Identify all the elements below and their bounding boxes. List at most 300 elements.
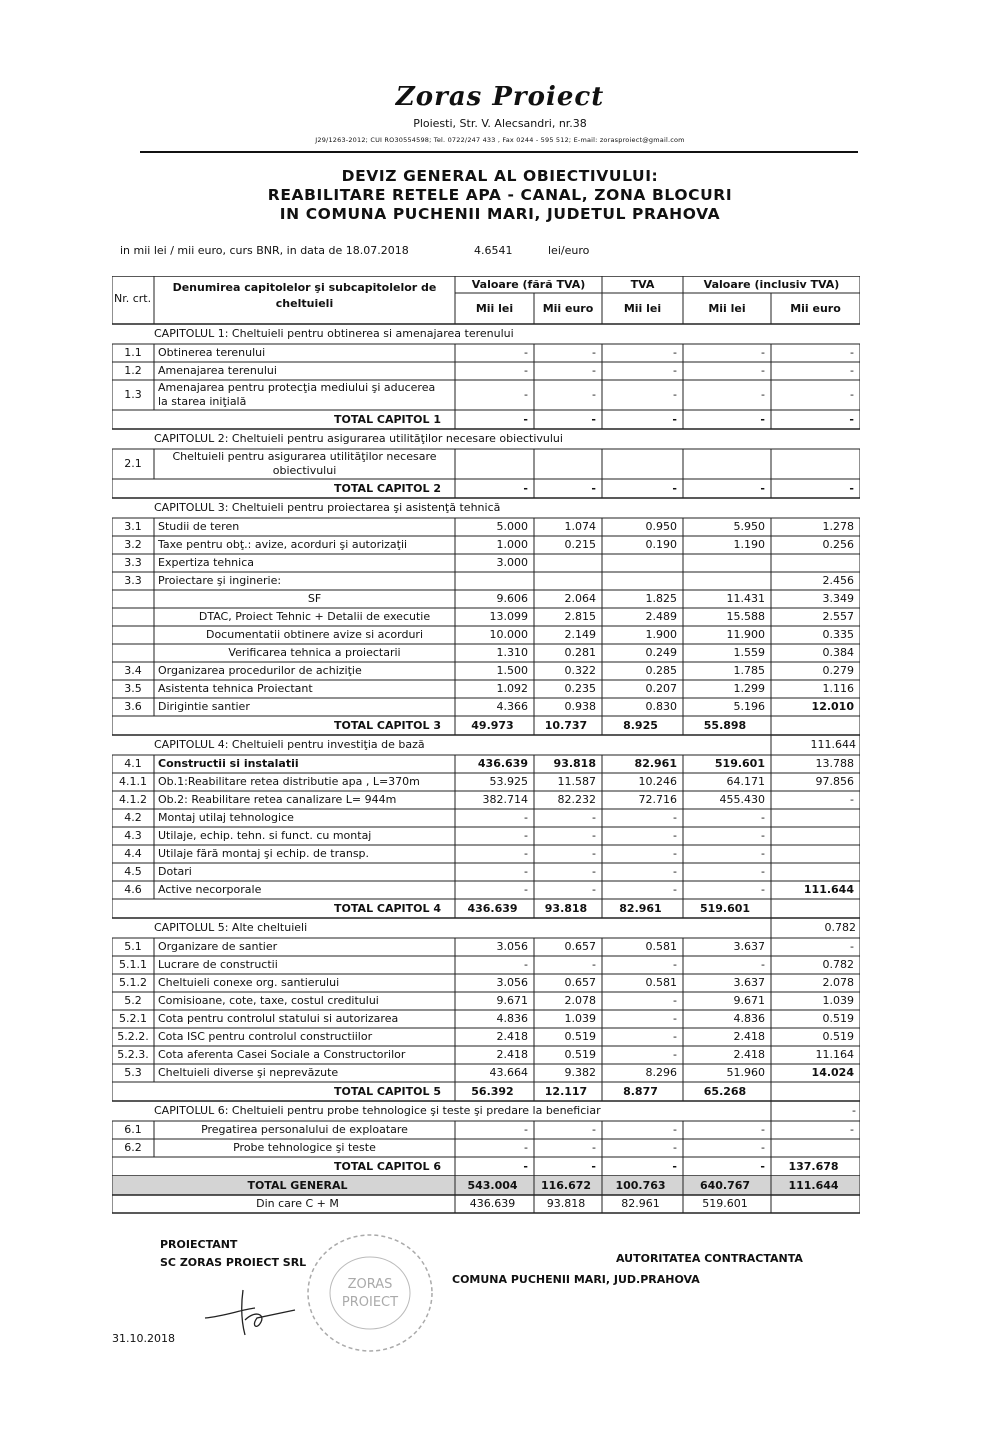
- table-cell-value: -: [524, 346, 528, 359]
- row-nr: [112, 644, 154, 662]
- table-cell-value: 2.418: [496, 1030, 528, 1043]
- table-cell-value: -: [673, 364, 677, 377]
- table-cell-value: 100.763: [615, 1179, 666, 1192]
- table-cell-value: -: [761, 811, 765, 824]
- table-cell-value: -: [672, 1160, 677, 1173]
- table-cell-value: 14.024: [811, 1066, 854, 1079]
- total-label: TOTAL CAPITOL 6: [334, 1160, 441, 1173]
- table-cell-value: -: [761, 883, 765, 896]
- table-cell-value: -: [761, 346, 765, 359]
- table-cell-value: 0.581: [645, 940, 677, 953]
- table-cell-value: -: [524, 364, 528, 377]
- autoritate-name: COMUNA PUCHENII MARI, JUD.PRAHOVA: [452, 1273, 700, 1286]
- table-cell-value: -: [591, 1160, 596, 1173]
- table-cell-value: [457, 449, 528, 479]
- table-cell-value: -: [673, 829, 677, 842]
- row-nr: 5.2.1: [119, 1012, 147, 1025]
- table-cell-value: 4.836: [496, 1012, 528, 1025]
- table-cell-value: -: [672, 413, 677, 426]
- table-cell-value: 1.785: [733, 664, 765, 677]
- table-cell-value: -: [673, 388, 677, 401]
- table-cell-value: 0.938: [564, 700, 596, 713]
- table-cell-value: 0.782: [822, 958, 854, 971]
- table-cell-value: [457, 572, 528, 590]
- row-name: Studii de teren: [158, 520, 240, 533]
- table-cell-value: 10.737: [544, 719, 588, 732]
- table-cell-value: 0.322: [564, 664, 596, 677]
- table-cell-value: 0.519: [822, 1030, 854, 1043]
- row-nr: 4.3: [124, 829, 142, 842]
- table-cell-value: [773, 863, 854, 881]
- table-cell-value: -: [591, 482, 596, 495]
- table-cell-value: 5.000: [496, 520, 528, 533]
- table-cell-value: -: [592, 364, 596, 377]
- row-nr: 3.5: [124, 682, 142, 695]
- row-nr: 4.4: [124, 847, 142, 860]
- total-label: TOTAL CAPITOL 1: [334, 413, 441, 426]
- table-cell-value: 3.637: [733, 940, 765, 953]
- table-cell-value: -: [672, 482, 677, 495]
- row-nr: 4.5: [124, 865, 142, 878]
- table-cell-value: 1.310: [496, 646, 528, 659]
- table-cell-value: [773, 1195, 854, 1213]
- row-nr: 6.2: [124, 1141, 142, 1154]
- table-cell-value: 43.664: [489, 1066, 528, 1079]
- table-cell-value: 0.519: [564, 1048, 596, 1061]
- row-nr: 4.2: [124, 811, 142, 824]
- row-nr: 4.1: [124, 757, 142, 770]
- table-cell-value: 3.349: [822, 592, 854, 605]
- row-name: Documentatii obtinere avize si acorduri: [205, 628, 424, 641]
- table-cell-value: -: [524, 865, 528, 878]
- exchange-rate-unit: lei/euro: [548, 244, 590, 257]
- table-cell-value: 111.644: [810, 738, 856, 751]
- table-cell-value: 3.056: [496, 940, 528, 953]
- autoritate-label: AUTORITATEA CONTRACTANTA: [616, 1252, 803, 1265]
- table-cell-value: 1.074: [564, 520, 596, 533]
- table-cell-value: -: [524, 883, 528, 896]
- table-cell-value: 2.418: [733, 1048, 765, 1061]
- total-label: TOTAL CAPITOL 3: [334, 719, 441, 732]
- table-cell-value: -: [850, 346, 854, 359]
- table-cell-value: 15.588: [726, 610, 765, 623]
- table-cell-value: -: [761, 1141, 765, 1154]
- row-name: Lucrare de constructii: [158, 958, 278, 971]
- header-nr: Nr. crt.: [114, 292, 152, 305]
- table-cell-value: 9.606: [496, 592, 528, 605]
- company-address: Ploiesti, Str. V. Alecsandri, nr.38: [413, 117, 587, 130]
- row-name: Pregatirea personalului de exploatare: [201, 1123, 408, 1136]
- doc-title-line2: REABILITARE RETELE APA - CANAL, ZONA BLOCURI: [267, 186, 733, 204]
- table-cell-value: -: [592, 865, 596, 878]
- table-cell-value: [604, 554, 677, 572]
- table-cell-value: -: [524, 958, 528, 971]
- table-cell-value: [685, 554, 765, 572]
- row-name: Cheltuieli conexe org. santierului: [158, 976, 340, 989]
- table-cell-value: -: [849, 413, 854, 426]
- table-cell-value: 0.281: [564, 646, 596, 659]
- header-denumire: Denumirea capitolelor şi subcapitolelor de cheltuieli: [172, 281, 437, 310]
- table-cell-value: 1.039: [564, 1012, 596, 1025]
- row-nr: 4.1.2: [119, 793, 147, 806]
- table-cell-value: -: [524, 1123, 528, 1136]
- row-nr: 6.1: [124, 1123, 142, 1136]
- table-cell-value: 116.672: [540, 1179, 592, 1192]
- chapter-heading: CAPITOLUL 3: Cheltuieli pentru proiectarea şi asistenţă tehnică: [154, 501, 501, 514]
- table-cell-value: -: [761, 829, 765, 842]
- row-name: Taxe pentru obţ.: avize, acorduri şi autorizaţii: [158, 538, 408, 551]
- table-cell-value: -: [673, 1141, 677, 1154]
- table-cell-value: -: [592, 1123, 596, 1136]
- row-nr: 5.2.3.: [117, 1048, 149, 1061]
- table-cell-value: -: [592, 1141, 596, 1154]
- table-cell-value: -: [592, 829, 596, 842]
- table-cell-value: 2.149: [564, 628, 596, 641]
- table-cell-value: 12.117: [544, 1085, 588, 1098]
- table-cell-value: -: [524, 811, 528, 824]
- table-cell-value: 0.384: [822, 646, 854, 659]
- table-cell-value: -: [673, 958, 677, 971]
- table-cell-value: 2.418: [733, 1030, 765, 1043]
- table-cell-value: 0.285: [645, 664, 677, 677]
- table-cell-value: 2.064: [564, 592, 596, 605]
- table-cell-value: 8.925: [623, 719, 658, 732]
- table-cell-value: 1.559: [733, 646, 765, 659]
- row-nr: 5.1.2: [119, 976, 147, 989]
- header-mii-lei: Mii lei: [708, 302, 746, 315]
- table-cell-value: 11.900: [726, 628, 765, 641]
- table-cell-value: 8.296: [645, 1066, 677, 1079]
- row-name: DTAC, Proiect Tehnic + Detalii de executie: [198, 610, 431, 623]
- proiectant-label: PROIECTANT: [160, 1238, 238, 1251]
- chapter-heading: CAPITOLUL 5: Alte cheltuieli: [154, 921, 308, 934]
- table-cell-value: 0.256: [822, 538, 854, 551]
- table-cell-value: -: [760, 413, 765, 426]
- row-nr: 4.6: [124, 883, 142, 896]
- table-cell-value: 0.782: [824, 921, 856, 934]
- row-nr: 5.1.1: [119, 958, 147, 971]
- table-cell-value: 49.973: [471, 719, 514, 732]
- table-cell-value: -: [761, 865, 765, 878]
- row-name: SF: [307, 592, 322, 605]
- row-nr: 3.1: [124, 520, 142, 533]
- svg-text:ZORAS: ZORAS: [347, 1277, 393, 1292]
- table-cell-value: 51.960: [726, 1066, 765, 1079]
- table-cell-value: 0.207: [645, 682, 677, 695]
- row-nr: 1.2: [124, 364, 142, 377]
- table-cell-value: 5.950: [733, 520, 765, 533]
- table-cell-value: -: [761, 1123, 765, 1136]
- table-cell-value: 9.382: [564, 1066, 596, 1079]
- row-nr: 5.2: [124, 994, 142, 1007]
- table-cell-value: 82.961: [621, 1197, 660, 1210]
- table-cell-value: -: [673, 1123, 677, 1136]
- header-val-fara-tva: Valoare (fără TVA): [471, 278, 586, 291]
- table-cell-value: 111.644: [803, 883, 854, 896]
- doc-title-line1: DEVIZ GENERAL AL OBIECTIVULUI:: [341, 167, 659, 185]
- table-cell-value: 11.431: [726, 592, 765, 605]
- table-cell-value: -: [850, 940, 854, 953]
- table-cell-value: -: [850, 364, 854, 377]
- row-name: Amenajarea pentru protecţia mediului şi aducerea la starea iniţială: [158, 381, 436, 408]
- row-name: Obtinerea terenului: [158, 346, 266, 359]
- table-cell-value: 2.489: [645, 610, 677, 623]
- table-cell-value: -: [523, 482, 528, 495]
- table-cell-value: 2.418: [496, 1048, 528, 1061]
- table-cell-value: 455.430: [719, 793, 765, 806]
- row-name: Organizarea procedurilor de achiziţie: [158, 664, 362, 677]
- table-cell-value: 0.215: [564, 538, 596, 551]
- table-cell-value: -: [761, 847, 765, 860]
- table-cell-value: -: [523, 1160, 528, 1173]
- budget-table: [112, 276, 860, 1212]
- row-nr: 3.3: [124, 556, 142, 569]
- table-cell-value: 1.299: [733, 682, 765, 695]
- header-mii-euro: Mii euro: [790, 302, 841, 315]
- table-cell-value: 0.519: [822, 1012, 854, 1025]
- row-nr: 5.3: [124, 1066, 142, 1079]
- table-cell-value: 111.644: [788, 1179, 839, 1192]
- table-cell-value: [685, 572, 765, 590]
- company-logo: Zoras Proiect: [395, 82, 605, 112]
- currency-note: in mii lei / mii euro, curs BNR, in data de 18.07.2018: [120, 244, 409, 257]
- table-cell-value: -: [673, 811, 677, 824]
- table-cell-value: -: [523, 413, 528, 426]
- table-cell-value: 12.010: [811, 700, 854, 713]
- table-cell-value: -: [524, 847, 528, 860]
- row-name: Cota ISC pentru controlul constructiilor: [158, 1030, 373, 1043]
- table-cell-value: -: [592, 811, 596, 824]
- table-cell-value: 13.099: [489, 610, 528, 623]
- table-cell-value: -: [852, 1104, 856, 1117]
- table-cell-value: -: [673, 1012, 677, 1025]
- table-cell-value: -: [673, 994, 677, 1007]
- table-cell-value: 1.190: [733, 538, 765, 551]
- table-cell-value: 519.601: [699, 902, 751, 915]
- table-cell-value: [773, 1139, 854, 1157]
- table-cell-value: 72.716: [638, 793, 677, 806]
- row-name: Organizare de santier: [158, 940, 278, 953]
- exchange-rate: 4.6541: [474, 244, 513, 257]
- table-cell-value: 5.196: [733, 700, 765, 713]
- table-cell-value: 0.190: [645, 538, 677, 551]
- table-cell-value: 1.278: [822, 520, 854, 533]
- table-cell-value: -: [850, 388, 854, 401]
- table-cell-value: 1.039: [822, 994, 854, 1007]
- doc-title-line3: IN COMUNA PUCHENII MARI, JUDETUL PRAHOVA: [279, 205, 721, 223]
- table-cell-value: 13.788: [815, 757, 854, 770]
- table-cell-value: [773, 1082, 854, 1101]
- table-cell-value: 2.815: [564, 610, 596, 623]
- table-cell-value: [773, 716, 854, 735]
- table-cell-value: 2.557: [822, 610, 854, 623]
- table-cell-value: 640.767: [699, 1179, 751, 1192]
- row-name: Active necorporale: [158, 883, 262, 896]
- row-name: Expertiza tehnica: [158, 556, 254, 569]
- table-cell-value: -: [761, 364, 765, 377]
- table-cell-value: 82.961: [634, 757, 677, 770]
- table-cell-value: -: [850, 1123, 854, 1136]
- table-cell-value: -: [592, 958, 596, 971]
- table-cell-value: 0.950: [645, 520, 677, 533]
- header-tva: TVA: [630, 278, 655, 291]
- table-cell-value: 64.171: [726, 775, 765, 788]
- table-cell-value: 11.164: [815, 1048, 854, 1061]
- table-cell-value: 0.279: [822, 664, 854, 677]
- table-cell-value: 1.825: [645, 592, 677, 605]
- table-cell-value: 3.637: [733, 976, 765, 989]
- table-cell-value: [773, 449, 854, 479]
- table-cell-value: 137.678: [788, 1160, 839, 1173]
- row-nr: [112, 626, 154, 644]
- table-cell-value: -: [760, 1160, 765, 1173]
- table-cell-value: -: [592, 346, 596, 359]
- signature: [195, 1280, 305, 1340]
- total-label: TOTAL CAPITOL 2: [334, 482, 441, 495]
- svg-text:PROIECT: PROIECT: [341, 1295, 399, 1310]
- row-name: Dotari: [158, 865, 192, 878]
- row-nr: 3.2: [124, 538, 142, 551]
- row-name: Ob.2: Reabilitare retea canalizare L= 944m: [158, 793, 397, 806]
- row-name: Cota aferenta Casei Sociale a Constructorilor: [158, 1048, 406, 1061]
- table-cell-value: 0.657: [564, 940, 596, 953]
- table-cell-value: 65.268: [703, 1085, 747, 1098]
- table-cell-value: 2.078: [822, 976, 854, 989]
- table-cell-value: -: [760, 482, 765, 495]
- table-cell-value: -: [592, 847, 596, 860]
- row-name: Utilaje, echip. tehn. si funct. cu montaj: [158, 829, 372, 842]
- table-cell-value: 1.900: [645, 628, 677, 641]
- table-cell-value: 1.116: [822, 682, 854, 695]
- table-cell-value: 0.335: [822, 628, 854, 641]
- table-cell-value: 519.601: [714, 757, 765, 770]
- total-general-label: TOTAL GENERAL: [247, 1179, 348, 1192]
- table-cell-value: 93.818: [553, 757, 596, 770]
- row-name: Montaj utilaj tehnologice: [158, 811, 294, 824]
- header-mii-euro: Mii euro: [542, 302, 594, 315]
- row-name: Cheltuieli pentru asigurarea utilităţilor necesare obiectivului: [172, 450, 437, 477]
- table-cell-value: -: [673, 1048, 677, 1061]
- total-label: TOTAL CAPITOL 4: [334, 902, 441, 915]
- table-cell-value: 10.000: [489, 628, 528, 641]
- table-cell-value: -: [673, 865, 677, 878]
- row-name: Verificarea tehnica a proiectarii: [228, 646, 401, 659]
- row-name: Probe tehnologice şi teste: [233, 1141, 376, 1154]
- table-cell-value: [773, 899, 854, 918]
- row-nr: [112, 608, 154, 626]
- row-name: Cota pentru controlul statului si autorizarea: [158, 1012, 399, 1025]
- table-cell-value: 82.961: [619, 902, 662, 915]
- table-cell-value: -: [524, 1141, 528, 1154]
- table-cell-value: -: [592, 883, 596, 896]
- table-cell-value: 11.587: [557, 775, 596, 788]
- total-label: Din care C + M: [256, 1197, 339, 1210]
- table-cell-value: 3.056: [496, 976, 528, 989]
- chapter-heading: CAPITOLUL 1: Cheltuieli pentru obtinerea si amenajarea terenului: [154, 327, 514, 340]
- table-cell-value: [536, 449, 596, 479]
- row-name: Utilaje fără montaj şi echip. de transp.: [158, 847, 370, 860]
- table-cell-value: [536, 554, 596, 572]
- table-cell-value: 436.639: [469, 1197, 516, 1210]
- table-cell-value: -: [673, 883, 677, 896]
- table-cell-value: 93.818: [546, 1197, 586, 1210]
- table-cell-value: 0.519: [564, 1030, 596, 1043]
- table-cell-value: 382.714: [482, 793, 528, 806]
- chapter-heading: CAPITOLUL 2: Cheltuieli pentru asigurarea utilităţilor necesare obiectivului: [154, 432, 563, 445]
- row-nr: 3.4: [124, 664, 142, 677]
- table-cell-value: -: [673, 346, 677, 359]
- table-cell-value: 2.456: [822, 574, 854, 587]
- chapter-heading: CAPITOLUL 4: Cheltuieli pentru investiţia de bază: [154, 738, 425, 751]
- table-cell-value: -: [673, 1030, 677, 1043]
- company-stamp: [300, 1228, 440, 1358]
- table-cell-value: -: [850, 793, 854, 806]
- chapter-heading: CAPITOLUL 6: Cheltuieli pentru probe tehnologice şi teste şi predare la beneficiar: [154, 1104, 601, 1117]
- table-cell-value: 3.000: [496, 556, 528, 569]
- table-cell-value: 82.232: [557, 793, 596, 806]
- table-cell-value: -: [592, 388, 596, 401]
- table-cell-value: 4.836: [733, 1012, 765, 1025]
- row-name: Asistenta tehnica Proiectant: [158, 682, 313, 695]
- table-cell-value: -: [524, 388, 528, 401]
- row-name: Proiectare şi inginerie:: [158, 574, 282, 587]
- row-nr: [112, 590, 154, 608]
- table-cell-value: [773, 809, 854, 827]
- table-cell-value: 97.856: [815, 775, 854, 788]
- row-name: Dirigintie santier: [158, 700, 250, 713]
- table-cell-value: 8.877: [623, 1085, 658, 1098]
- header-mii-lei: Mii lei: [623, 302, 662, 315]
- table-cell-value: 0.581: [645, 976, 677, 989]
- table-cell-value: -: [673, 847, 677, 860]
- table-cell-value: 1.500: [496, 664, 528, 677]
- total-label: TOTAL CAPITOL 5: [334, 1085, 441, 1098]
- table-cell-value: 53.925: [489, 775, 528, 788]
- row-nr: 1.1: [124, 346, 142, 359]
- header-mii-lei: Mii lei: [475, 302, 514, 315]
- row-name: Cheltuieli diverse şi neprevăzute: [158, 1066, 339, 1079]
- row-nr: 1.3: [124, 388, 142, 401]
- table-cell-value: 10.246: [638, 775, 677, 788]
- table-cell-value: 55.898: [703, 719, 747, 732]
- company-contact: J29/1263-2012; CUI RO30554598; Tel. 0722/247 433 , Fax 0244 - 595 512; E-mail: zorasproiect@gmail.com: [315, 136, 685, 144]
- table-cell-value: 0.249: [645, 646, 677, 659]
- table-cell-value: 0.657: [564, 976, 596, 989]
- table-cell-value: [773, 554, 854, 572]
- row-nr: 2.1: [124, 457, 142, 470]
- row-name: Ob.1:Reabilitare retea distributie apa , L=370m: [158, 775, 420, 788]
- row-name: Constructii si instalatii: [158, 757, 299, 770]
- table-cell-value: -: [761, 958, 765, 971]
- row-nr: 5.1: [124, 940, 142, 953]
- table-cell-value: 436.639: [467, 902, 518, 915]
- table-cell-value: [773, 827, 854, 845]
- table-cell-value: 519.601: [702, 1197, 748, 1210]
- table-cell-value: [685, 449, 765, 479]
- proiectant-name: SC ZORAS PROIECT SRL: [160, 1256, 307, 1269]
- row-nr: 3.6: [124, 700, 142, 713]
- table-cell-value: 1.092: [496, 682, 528, 695]
- table-cell-value: 0.235: [564, 682, 596, 695]
- table-cell-value: 93.818: [544, 902, 588, 915]
- table-cell-value: 543.004: [467, 1179, 518, 1192]
- row-nr: 3.3: [124, 574, 142, 587]
- table-cell-value: [536, 572, 596, 590]
- row-nr: 5.2.2.: [117, 1030, 149, 1043]
- table-cell-value: 56.392: [471, 1085, 514, 1098]
- row-name: Comisioane, cote, taxe, costul creditului: [158, 994, 379, 1007]
- table-cell-value: -: [761, 388, 765, 401]
